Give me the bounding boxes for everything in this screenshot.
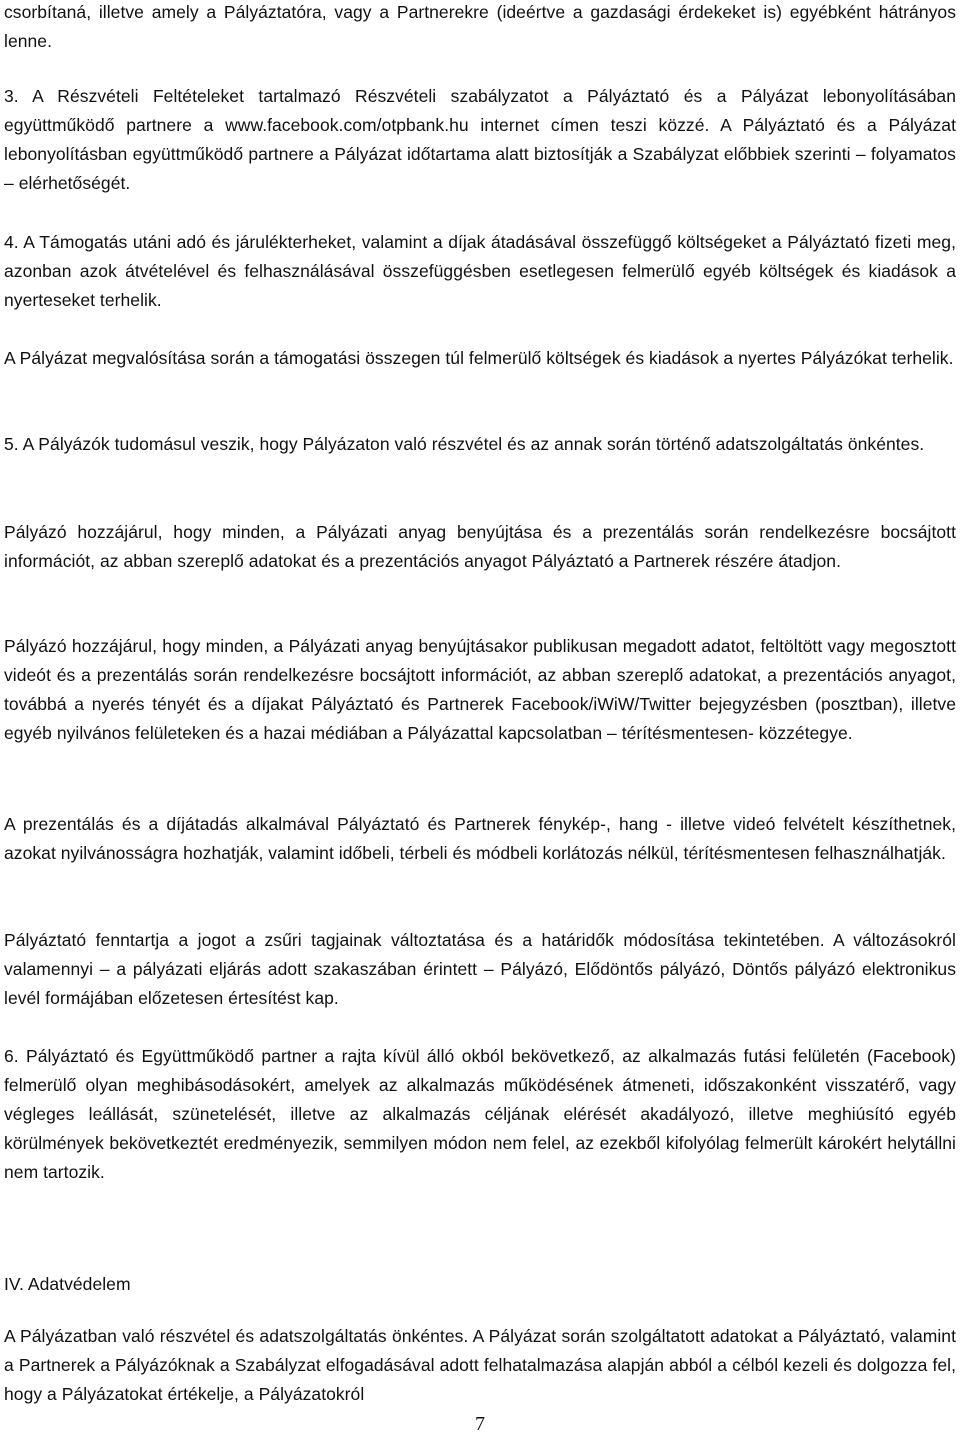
- paragraph-consent-publication: Pályázó hozzájárul, hogy minden, a Pályázati anyag benyújtásakor publikusan megadott adatot, feltöltött vagy megosztott videót és a prezentálás során rendelkezésre bocsájtott információt, az abban szereplő adatokat, a prezentációs anyagot, továbbá a nyerés tényét és a díjakat Pályáztató és Partnerek Facebook/iWiW/Twitter bejegyzésben (posztban), illetve egyéb nyilvános felületeken és a hazai médiában a Pályázattal kapcsolatban – térítésmentesen- közzétegye.: [4, 636, 956, 743]
- paragraph-costs: A Pályázat megvalósítása során a támogatási összegen túl felmerülő költségek és kiadások a nyertes Pályázókat terhelik.: [4, 348, 954, 368]
- paragraph-continuation: csorbítaná, illetve amely a Pályáztatóra, vagy a Partnerekre (ideértve a gazdasági érdekeket is) egyébként hátrányos lenne.: [4, 2, 956, 51]
- paragraph-jury-changes: Pályáztató fenntartja a jogot a zsűri tagjainak változtatása és a határidők módosítása tekintetében. A változásokról valamennyi – a pályázati eljárás adott szakaszában érintett – Pályázó, Elődöntős pályázó, Döntős pályázó elektronikus levél formájában előzetesen értesítést kap.: [4, 930, 956, 1008]
- section-heading-data-protection: IV. Adatvédelem: [4, 1274, 131, 1294]
- paragraph-section-4: 4. A Támogatás utáni adó és járulékterheket, valamint a díjak átadásával összefüggő költségeket a Pályáztató fizeti meg, azonban azok átvételével és felhasználásával összefüggésben esetlegesen felmerülő egyéb költségek és kiadások a nyerteseket terhelik.: [4, 232, 956, 310]
- page-number: 7: [475, 1413, 485, 1435]
- paragraph-section-3: 3. A Részvételi Feltételeket tartalmazó Részvételi szabályzatot a Pályáztató és a Pályázat lebonyolításában együttműködő partnere a www.facebook.com/otpbank.hu internet címen teszi közzé. A Pályáztató és a Pályázat lebonyolításban együttműködő partnere a Pályázat időtartama alatt biztosítják a Szabályzat előbbiek szerinti – folyamatos – elérhetőségét.: [4, 86, 956, 193]
- paragraph-consent-transfer: Pályázó hozzájárul, hogy minden, a Pályázati anyag benyújtása és a prezentálás során rendelkezésre bocsájtott információt, az abban szereplő adatokat és a prezentációs anyagot Pályáztató a Partnerek részére átadjon.: [4, 522, 956, 571]
- paragraph-recordings: A prezentálás és a díjátadás alkalmával Pályáztató és Partnerek fénykép-, hang - illetve videó felvételt készíthetnek, azokat nyilvánosságra hozhatják, valamint időbeli, térbeli és módbeli korlátozás nélkül, térítésmentesen felhasználhatják.: [4, 814, 956, 863]
- paragraph-section-5: 5. A Pályázók tudomásul veszik, hogy Pályázaton való részvétel és az annak során történő adatszolgáltatás önkéntes.: [4, 434, 925, 454]
- paragraph-section-6: 6. Pályáztató és Együttműködő partner a rajta kívül álló okból bekövetkező, az alkalmazás futási felületén (Facebook) felmerülő olyan meghibásodásokért, amelyek az alkalmazás működésének átmeneti, időszakonként visszatérő, vagy végleges leállását, szünetelését, illetve az alkalmazás céljának elérését akadályozó, illetve meghiúsító egyéb körülmények bekövetkeztét eredményezik, semmilyen módon nem felel, az ezekből kifolyólag felmerült károkért helytállni nem tartozik.: [4, 1046, 956, 1182]
- paragraph-data-protection: A Pályázatban való részvétel és adatszolgáltatás önkéntes. A Pályázat során szolgáltatott adatokat a Pályáztató, valamint a Partnerek a Pályázóknak a Szabályzat elfogadásával adott felhatalmazása alapján abból a célból kezeli és dolgozza fel, hogy a Pályázatokat értékelje, a Pályázatokról: [4, 1326, 956, 1404]
